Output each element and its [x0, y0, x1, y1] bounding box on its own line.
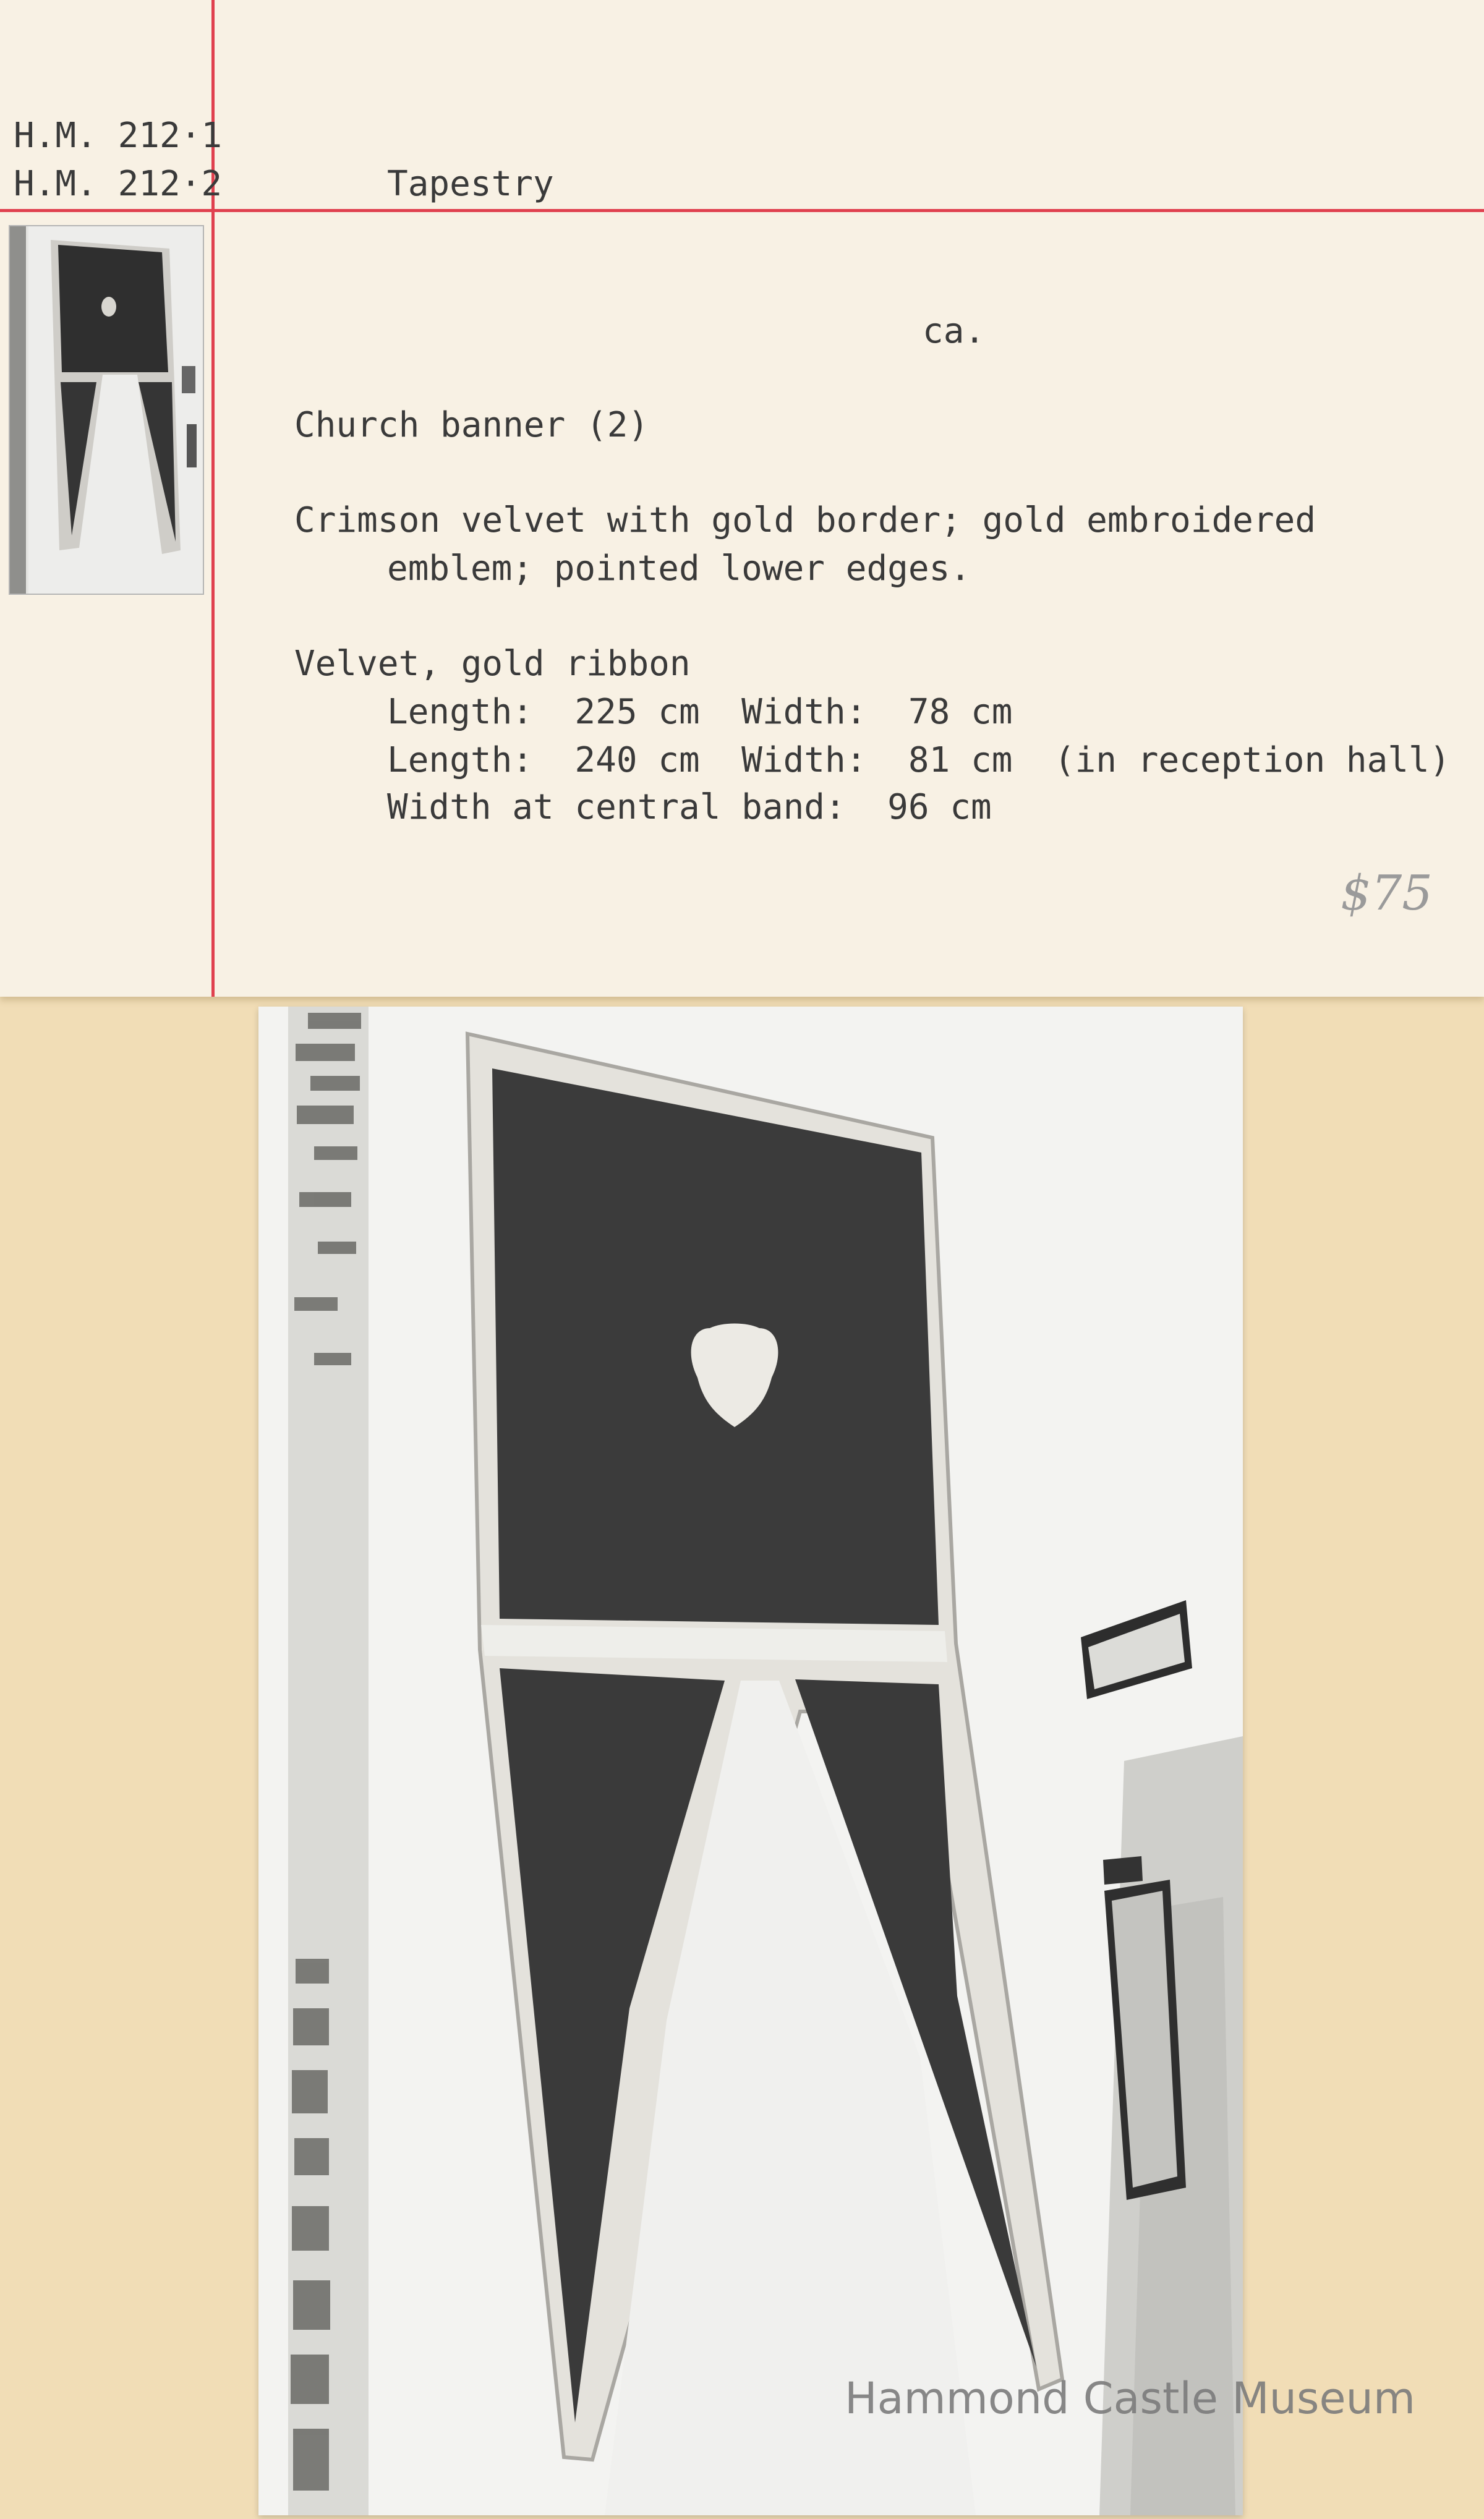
- dimension-line: Length: 225 cm Width: 78 cm: [387, 692, 1013, 732]
- catalog-card: [0, 0, 1484, 997]
- dimension-line: Length: 240 cm Width: 81 cm (in reception hall): [387, 740, 1451, 780]
- pencil-price-note: $75: [1341, 866, 1433, 921]
- catalog-id-1: H.M. 212·1: [14, 116, 223, 156]
- thumbnail-photo: [9, 225, 204, 595]
- banner-photograph: [258, 1007, 1243, 2515]
- object-date: ca.: [923, 311, 986, 351]
- object-category: Tapestry: [387, 164, 554, 204]
- description-line: emblem; pointed lower edges.: [387, 548, 971, 589]
- banner-photo-image: [258, 1007, 1243, 2515]
- dimension-line: Width at central band: 96 cm: [387, 787, 992, 827]
- description-line: Crimson velvet with gold border; gold embroidered: [294, 500, 1316, 540]
- catalog-id-2: H.M. 212·2: [14, 164, 223, 204]
- museum-watermark: Hammond Castle Museum: [845, 2373, 1416, 2424]
- margin-rule-horizontal: [0, 209, 1484, 212]
- object-title: Church banner (2): [294, 405, 649, 445]
- materials: Velvet, gold ribbon: [294, 644, 691, 684]
